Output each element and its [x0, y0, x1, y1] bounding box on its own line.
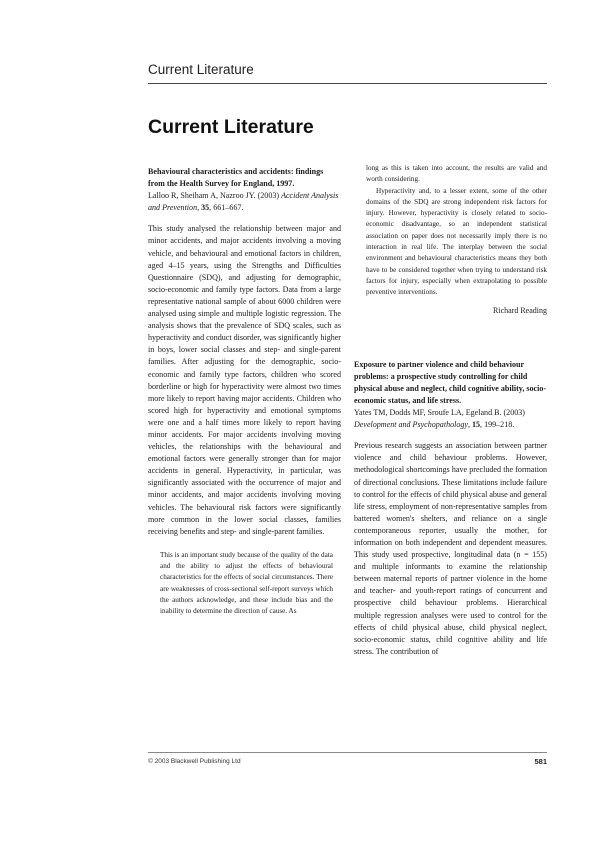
page-number: 581: [534, 757, 547, 766]
copyright-notice: © 2003 Blackwell Publishing Ltd: [148, 758, 241, 765]
article-2-pages: , 199–218.: [480, 420, 515, 430]
header-rule: [148, 83, 547, 84]
article-1-pages: , 661–667.: [209, 203, 244, 213]
left-column: [148, 166, 341, 618]
article-2-abstract: Previous research suggests an association between partner violence and child behaviour problems. However, methodological shortcomings have precluded the formation of directional conclusions. These limitations include failure to control for the effects of child physical abuse and general life stress, employment of non-representative samples from battered women's shelters, and reliance on a single contemporaneous reporter, usually the mother, for information on both independent and dependent measures. This study used prospective, longitudinal data (n = 155) and multiple informants to examine the relationship between maternal reports of partner violence in the home and teacher- and youth-report ratings of concurrent and prospective child behaviour problems. Hierarchical multiple regression analyses were used to control for the effects of child physical abuse, child physical neglect, socio-economic status, child cognitive ability and life stress. The contribution of: [354, 441, 547, 656]
article-1-commentary-part-1: This is an important study because of the quality of the data and the ability to adjust the effects of behavioural characteristics for the effects of social circumstances. There are weaknesses of cross-sectional self-report surveys which the authors acknowledge, and these include bias and the inability to determine the direction of cause. As: [160, 550, 333, 616]
page-title: Current Literature: [148, 116, 314, 138]
article-1-abstract: This study analysed the relationship between major and minor accidents, and major accidents involving a moving vehicle, and behavioural and emotional factors in children, aged 4–15 years, using the Strengths and Difficulties Questionnaire (SDQ), and adjusting for demographic, socio-economic and family type factors. Data from a large representative national sample of about 6000 children were analysed using simple and multiple logistic regression. The analysis shows that the prevalence of SDQ scales, such as hyperactivity and conduct disorder, was significantly higher in boys, lower social classes and step- and single-parent families. After adjusting for the demographic, socio-economic and family type factors, children who scored borderline or high for hyperactivity were almost two times more likely to report having major accidents. Children who scored high for hyperactivity and emotional symptoms were one and a half times more likely to report having minor accidents. For major accidents involving moving vehicles, the relationships with the behavioural and emotional factors were generally stronger than for major accidents in general. Hyperactivity, in particular, was significantly associated with the occurrence of major and minor accidents, and major accidents involving moving vehicles. The behavioural risk factors were significantly more common in the lower social classes, families receiving benefits and step- and single-parent families.: [148, 224, 341, 536]
article-1-commentary-part-2: long as this is taken into account, the results are valid and worth considering.: [366, 164, 547, 184]
footer-rule: [148, 752, 547, 753]
article-1-authors: Lalloo R, Sheiham A, Nazroo JY. (2003): [148, 191, 280, 201]
commentator-name: Richard Reading: [493, 305, 547, 315]
article-1-title: Behavioural characteristics and accidents: findings from the Health Survey for England, 1997.: [148, 167, 324, 189]
article-1-commentary-para-2: Hyperactivity and, to a lesser extent, some of the other domains of the SDQ are strong independent risk factors for injury. However, hyperactivity is closely related to socio-economic disadvantage, so an independent statistical association on paper does not necessarily imply there is no interaction in real life. The interplay between the social environment and behavioural characteristics means they both have to be considered together when trying to understand risk factors for injury, especially when extrapolating to possible preventive interventions.: [366, 186, 547, 297]
right-column: [354, 163, 547, 658]
article-1-commentary-continued: [366, 163, 547, 299]
article-2: [354, 359, 547, 658]
running-head: Current Literature: [148, 62, 254, 77]
article-1-volume: 35: [201, 203, 210, 213]
article-2-authors: Yates TM, Dodds MF, Sroufe LA, Egeland B. (2003): [354, 408, 525, 418]
article-2-title: Exposure to partner violence and child behaviour problems: a prospective study controlling for child physical abuse and neglect, child cognitive ability, socio-economic status, and life stress.: [354, 359, 547, 405]
article-2-reference: Yates TM, Dodds MF, Sroufe LA, Egeland B. (2003) Development and Psychopathology, 15, 199–218.: [354, 408, 525, 430]
article-2-volume: 15: [472, 420, 481, 430]
article-2-journal: Development and Psychopathology: [354, 420, 468, 430]
article-1-reference: Lalloo R, Sheiham A, Nazroo JY. (2003) Accident Analysis and Prevention, 35, 661–667.: [148, 191, 339, 213]
article-1-journal: Accident Analysis and Prevention: [148, 191, 339, 213]
